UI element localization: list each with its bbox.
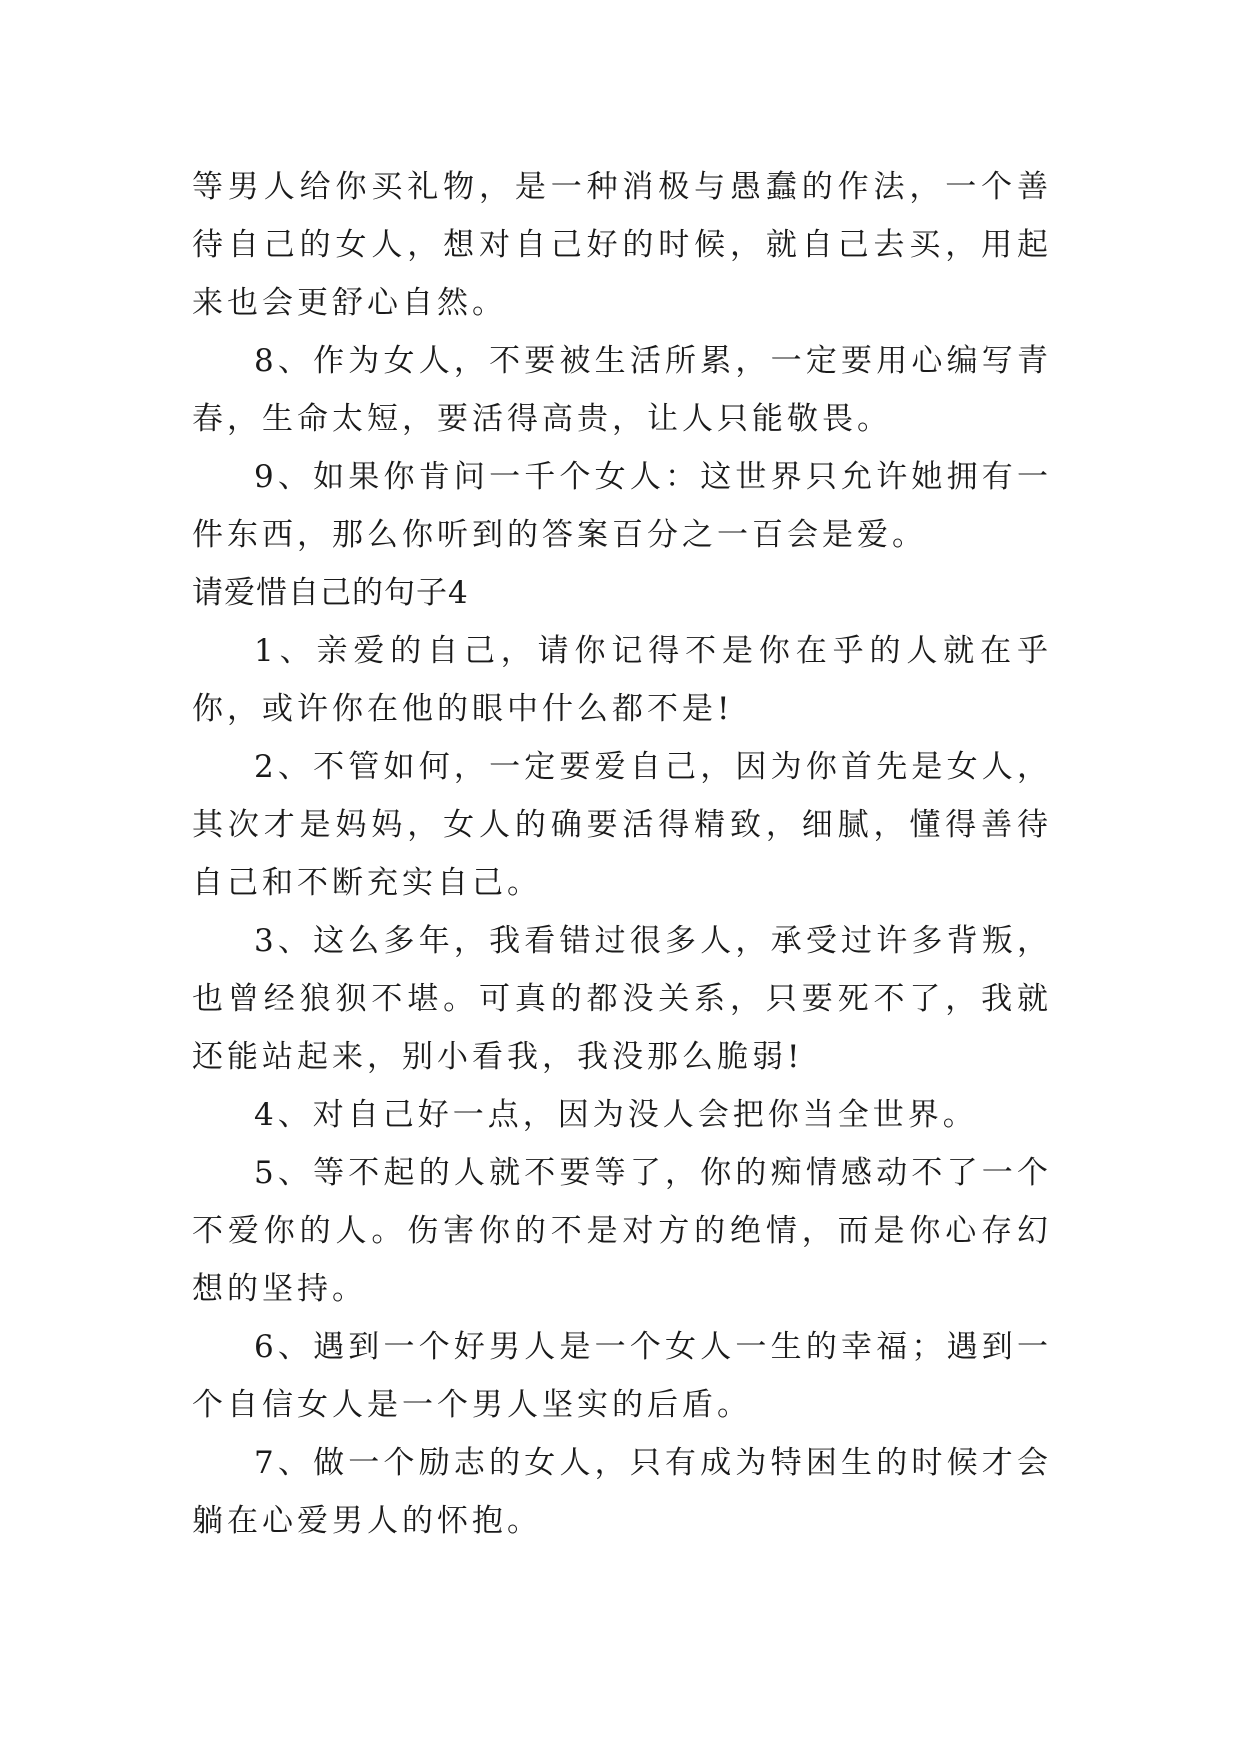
document-body [192,158,1052,1550]
paragraph: 2、不管如何，一定要爱自己，因为你首先是女人，其次才是妈妈，女人的确要活得精致，细腻，懂得善待自己和不断充实自己。 [192,749,1052,901]
paragraph: 9、如果你肯问一千个女人：这世界只允许她拥有一件东西，那么你听到的答案百分之一百会是爱。 [192,459,1052,553]
paragraph: 3、这么多年，我看错过很多人，承受过许多背叛，也曾经狼狈不堪。可真的都没关系，只要死不了，我就还能站起来，别小看我，我没那么脆弱! [192,923,1052,1075]
paragraph: 6、遇到一个好男人是一个女人一生的幸福；遇到一个自信女人是一个男人坚实的后盾。 [192,1329,1052,1423]
paragraph: 7、做一个励志的女人，只有成为特困生的时候才会躺在心爱男人的怀抱。 [192,1445,1052,1539]
paragraph: 4、对自己好一点，因为没人会把你当全世界。 [254,1097,978,1133]
section-heading: 请爱惜自己的句子4 [192,575,469,611]
paragraph: 等男人给你买礼物，是一种消极与愚蠢的作法，一个善待自己的女人，想对自己好的时候，就自己去买，用起来也会更舒心自然。 [192,169,1052,321]
paragraph: 8、作为女人，不要被生活所累，一定要用心编写青春，生命太短，要活得高贵，让人只能敬畏。 [192,343,1052,437]
paragraph: 1、亲爱的自己，请你记得不是你在乎的人就在乎你，或许你在他的眼中什么都不是! [192,633,1052,727]
paragraph: 5、等不起的人就不要等了，你的痴情感动不了一个不爱你的人。伤害你的不是对方的绝情，而是你心存幻想的坚持。 [192,1155,1052,1307]
